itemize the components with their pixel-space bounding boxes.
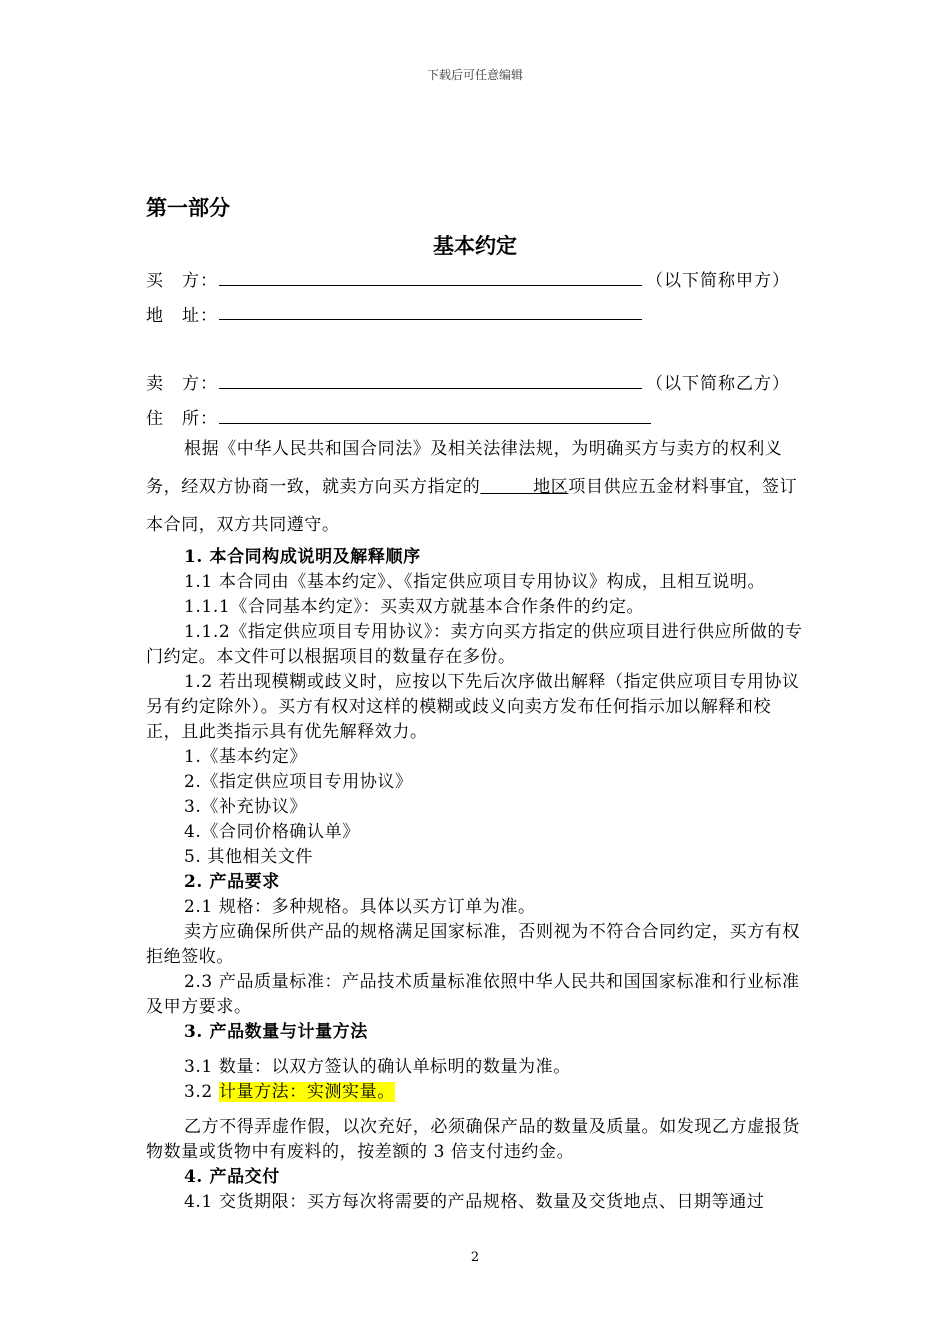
clause-4-1: 4.1 交货期限：买方每次将需要的产品规格、数量及交货地点、日期等通过 [184, 1192, 765, 1212]
buyer-note: （以下简称甲方） [646, 271, 790, 291]
clause-1-1: 1.1 本合同由《基本约定》、《指定供应项目专用协议》构成，且相互说明。 [184, 572, 766, 592]
clause-1-1-1: 1.1.1《合同基本约定》：买卖双方就基本合作条件的约定。 [184, 597, 645, 617]
section-4-heading: 4. 产品交付 [184, 1167, 280, 1187]
clause-2-1: 2.1 规格：多种规格。具体以买方订单为准。 [184, 897, 536, 917]
part-heading: 第一部分 [146, 195, 230, 220]
region-blank: 地区 [480, 477, 569, 497]
intro-paragraph [146, 430, 806, 544]
order-item-5: 5. 其他相关文件 [184, 847, 314, 867]
order-item-1: 1.《基本约定》 [184, 747, 308, 767]
section-2-heading: 2. 产品要求 [184, 872, 280, 892]
seller-note: （以下简称乙方） [646, 374, 790, 394]
buyer-blank-line [219, 285, 642, 286]
section-3-heading: 3. 产品数量与计量方法 [184, 1022, 368, 1042]
clause-1-1-2: 1.1.2《指定供应项目专用协议》：卖方向买方指定的供应项目进行供应所做的专门约定。本文件可以根据项目的数量存在多份。 [146, 622, 803, 667]
page-number: 2 [470, 1250, 480, 1265]
clause-3-1: 3.1 数量：以双方签认的确认单标明的数量为准。 [184, 1057, 571, 1077]
buyer-address-line [219, 319, 642, 320]
section-title: 基本约定 [433, 233, 517, 258]
clause-3-note: 乙方不得弄虚作假，以次充好，必须确保产品的数量及质量。如发现乙方虚报货物数量或货物中有废料的，按差额的 3 倍支付违约金。 [146, 1117, 800, 1162]
clause-2-1-note: 卖方应确保所供产品的规格满足国家标准，否则视为不符合合同约定，买方有权拒绝签收。 [146, 922, 800, 967]
order-item-3: 3.《补充协议》 [184, 797, 308, 817]
order-item-4: 4.《合同价格确认单》 [184, 822, 360, 842]
intro-text-a: 根据《中华人民共和国合同法》及相关法律法规，为明确买方与卖方的权利义务，经双方协商一致，就卖方向买方指定的 [146, 439, 783, 497]
seller-label: 卖 方： [146, 374, 218, 394]
clause-3-2-highlight: 计量方法：实测实量。 [218, 1082, 395, 1102]
seller-address-label: 住 所： [146, 409, 218, 429]
clause-3-2 [146, 1080, 806, 1105]
buyer-address-label: 地 址： [146, 306, 218, 326]
clause-2-3: 2.3 产品质量标准：产品技术质量标准依照中华人民共和国国家标准和行业标准及甲方要求。 [146, 972, 800, 1017]
clause-3-2-number: 3.2 [184, 1082, 219, 1102]
seller-address-line [219, 423, 651, 424]
section-1-heading: 1. 本合同构成说明及解释顺序 [184, 547, 421, 567]
clause-1-2: 1.2 若出现模糊或歧义时，应按以下先后次序做出解释（指定供应项目专用协议另有约定除外）。买方有权对这样的模糊或歧义向卖方发布任何指示加以解释和校正，且此类指示具有优先解释效力。 [146, 672, 800, 742]
seller-blank-line [219, 388, 642, 389]
order-item-2: 2.《指定供应项目专用协议》 [184, 772, 413, 792]
buyer-label: 买 方： [146, 271, 218, 291]
page-header: 下载后可任意编辑 [426, 68, 523, 82]
intro-text-b: 项目供应五金材料事宜，签订本合同，双方共同遵守。 [146, 477, 798, 535]
